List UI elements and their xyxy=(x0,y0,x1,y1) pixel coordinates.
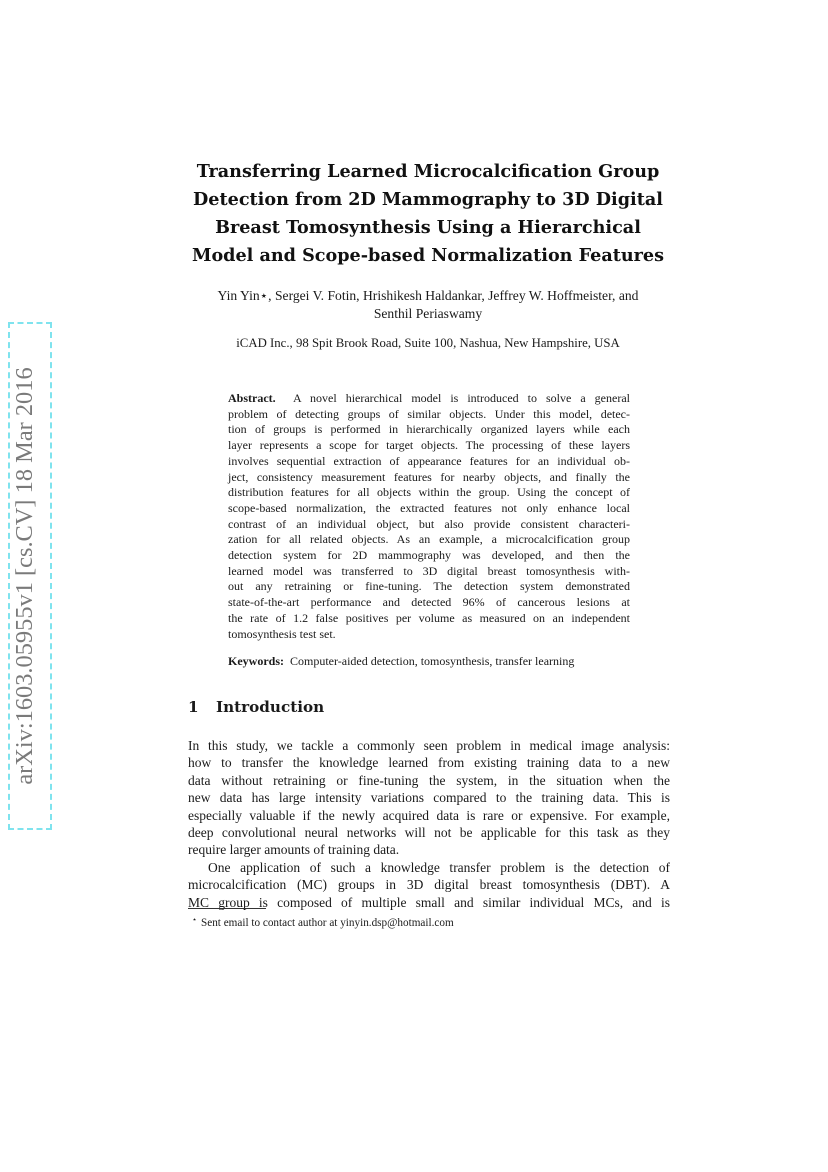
body-line: require larger amounts of training data. xyxy=(188,842,400,858)
body-line: deep convolutional neural networks will not be applicable for this task as they xyxy=(188,825,670,841)
title-line: Breast Tomosynthesis Using a Hierarchical xyxy=(215,217,641,238)
keywords xyxy=(228,653,630,669)
abstract-line: distribution features for all objects within the group. Using the concept of xyxy=(228,485,630,500)
body-line: One application of such a knowledge transfer problem is the detection of xyxy=(208,859,670,875)
author-line: Yin Yin⋆, Sergei V. Fotin, Hrishikesh Haldankar, Jeffrey W. Hoffmeister, and xyxy=(217,288,639,303)
abstract xyxy=(228,391,630,642)
footnote xyxy=(188,913,668,930)
footnote-text: Sent email to contact author at yinyin.dsp@hotmail.com xyxy=(201,917,454,929)
keywords-label: Keywords: xyxy=(228,654,284,668)
keywords-text: Computer-aided detection, tomosynthesis, transfer learning xyxy=(290,654,575,668)
section-title: Introduction xyxy=(216,698,325,716)
paper-title xyxy=(170,158,686,270)
footnote-mark: ⋆ xyxy=(192,915,198,924)
abstract-line: learned model was transferred to 3D digital breast tomosynthesis with- xyxy=(228,563,630,578)
body-line: especially valuable if the newly acquired data is rare or expensive. For example, xyxy=(188,807,670,823)
body-text xyxy=(188,737,670,911)
body-line: MC group is composed of multiple small and similar individual MCs, and is xyxy=(188,894,670,910)
abstract-line: layer represents a scope for target objects. The processing of these layers xyxy=(228,438,630,453)
author-line: Senthil Periaswamy xyxy=(373,306,483,321)
abstract-line: ject, consistency measurement features for nearby objects, and finally the xyxy=(228,469,630,484)
section-heading xyxy=(188,697,648,717)
abstract-line: out any retraining or fine-tuning. The detection system demonstrated xyxy=(228,579,630,594)
abstract-line: problem of detecting groups of similar objects. Under this model, detec- xyxy=(228,406,630,421)
body-line: how to transfer the knowledge learned from existing training data to a new xyxy=(188,755,670,771)
author-list xyxy=(170,287,686,323)
abstract-line xyxy=(228,391,630,407)
body-line: microcalcification (MC) groups in 3D digital breast tomosynthesis (DBT). A xyxy=(188,877,670,893)
abstract-line: detection system for 2D mammography was developed, and then the xyxy=(228,548,630,563)
affiliation: iCAD Inc., 98 Spit Brook Road, Suite 100, Nashua, New Hampshire, USA xyxy=(236,336,620,350)
abstract-line: tomosynthesis test set. xyxy=(228,626,336,641)
footnote-rule xyxy=(188,908,266,909)
abstract-line: involves sequential extraction of appearance features for an individual ob- xyxy=(228,453,630,468)
body-line: In this study, we tackle a commonly seen problem in medical image analysis: xyxy=(188,738,670,753)
body-line: new data has large intensity variations compared to the training data. This is xyxy=(188,790,670,806)
abstract-line: zation for all related objects. As an example, a microcalcification group xyxy=(228,532,630,547)
abstract-line: scope-based normalization, the extracted features not only enhance local xyxy=(228,500,630,515)
title-line: Detection from 2D Mammography to 3D Digital xyxy=(193,189,663,210)
abstract-line: the rate of 1.2 false positives per volume as measured on an independent xyxy=(228,610,630,625)
title-line: Transferring Learned Microcalcification Group xyxy=(196,161,660,182)
abstract-line: tion of groups is performed in hierarchically organized layers while each xyxy=(228,422,630,437)
abstract-line: contrast of an individual object, but also provide consistent characteri- xyxy=(228,516,630,531)
abstract-text: A novel hierarchical model is introduced to solve a general xyxy=(293,391,630,405)
body-line: data without retraining or fine-tuning the system, in the situation when the xyxy=(188,772,670,788)
title-line: Model and Scope-based Normalization Features xyxy=(191,245,665,266)
abstract-line: state-of-the-art performance and detected 96% of cancerous lesions at xyxy=(228,595,630,610)
section-number: 1 xyxy=(188,698,199,716)
abstract-label: Abstract. xyxy=(228,391,276,405)
arxiv-identifier: arXiv:1603.05955v1 [cs.CV] 18 Mar 2016 xyxy=(11,367,38,785)
